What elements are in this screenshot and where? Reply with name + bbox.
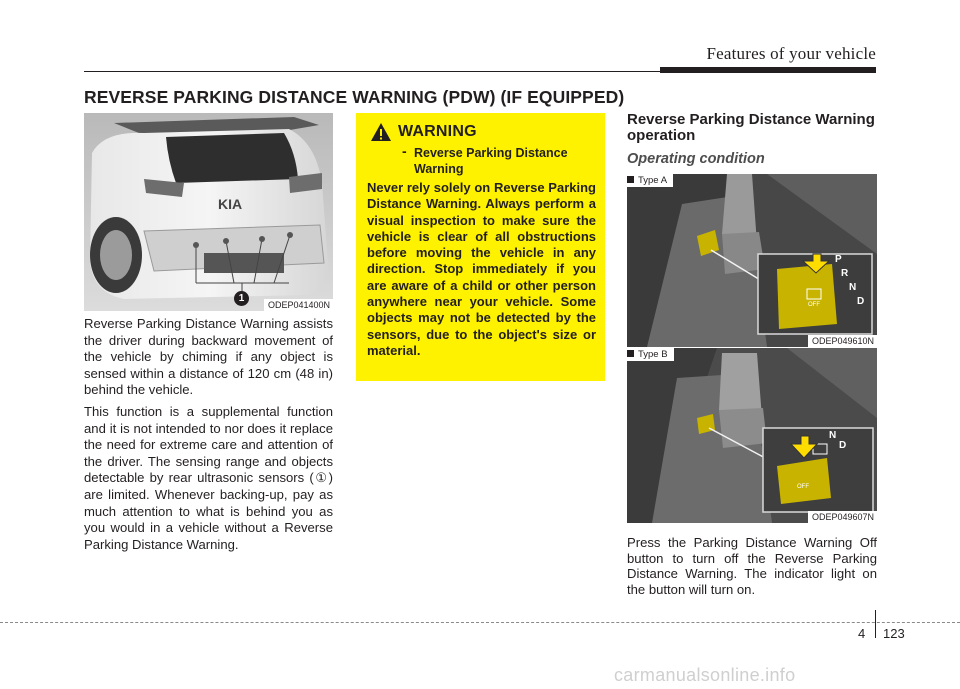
warning-box bbox=[356, 113, 605, 381]
figure-a-code: ODEP049610N bbox=[808, 335, 877, 347]
warning-bullet: - bbox=[402, 143, 407, 159]
square-bullet-icon bbox=[627, 350, 634, 357]
gear-letter-n-b: N bbox=[829, 430, 837, 441]
type-a-label bbox=[627, 174, 673, 187]
gear-shift-illustration-b bbox=[627, 348, 877, 523]
type-a-figure bbox=[627, 174, 877, 347]
gear-letter-p: P bbox=[835, 254, 842, 265]
watermark: carmanualsonline.info bbox=[614, 665, 796, 685]
type-a-label-text: Type A bbox=[638, 175, 668, 186]
intro-paragraph: Reverse Parking Distance Warning assists the driver during backward movement of the vehicle by chiming if any object is sensed within a distance of 120 cm (48 in) behind the vehicle. bbox=[84, 316, 333, 398]
pdw-off-button-label: OFF bbox=[808, 302, 820, 308]
type-b-label bbox=[627, 348, 674, 361]
page-chapter-number: 4 bbox=[858, 626, 866, 641]
warning-subtitle: Reverse Parking Distance Warning bbox=[414, 146, 568, 176]
header-rule-bar bbox=[660, 67, 876, 73]
section-title: REVERSE PARKING DISTANCE WARNING (PDW) (IF EQUIPPED) bbox=[84, 87, 625, 107]
car-rear-figure bbox=[84, 113, 333, 311]
gear-letter-n: N bbox=[849, 282, 857, 293]
operation-heading: Reverse Parking Distance Warning operation bbox=[627, 111, 875, 144]
chapter-header: Features of your vehicle bbox=[706, 44, 876, 63]
figure-code: ODEP041400N bbox=[264, 299, 333, 311]
operating-condition-subheading: Operating condition bbox=[627, 151, 765, 167]
supplemental-paragraph: This function is a supplemental function and it is not intended to nor does it replace the need for extreme care and attention of the driver. The sensing range and objects detectable by rear ultrasonic sensors (①) are limited. Whenever backing-up, pay as much attention to what is behind you as you would in a vehicle without a Reverse Parking Distance Warning. bbox=[84, 404, 333, 552]
gear-letter-d-b: D bbox=[839, 440, 847, 451]
warning-body: Never rely solely on Reverse Parking Distance Warning. Always perform a visual inspection to make sure the vehicle is clear of all obstructions before moving the vehicle in any direction. Stop immediately if you are aware of a child or other person anywhere near your vehicle. Some objects may not be detected by the sensors, due to the object's size or material. bbox=[367, 180, 596, 358]
warning-triangle-icon bbox=[370, 122, 392, 142]
page-number: 123 bbox=[883, 626, 905, 641]
square-bullet-icon bbox=[627, 176, 634, 183]
off-button-paragraph: Press the Parking Distance Warning Off button to turn off the Reverse Parking Distance Warning. The indicator light on the button will turn on. bbox=[627, 535, 877, 597]
sensor-callout-number: 1 bbox=[234, 291, 249, 306]
warning-title: WARNING bbox=[398, 123, 477, 140]
type-b-figure bbox=[627, 348, 877, 523]
figure-b-code: ODEP049607N bbox=[808, 511, 877, 523]
footer-rule bbox=[0, 622, 960, 623]
car-rear-illustration bbox=[84, 113, 333, 311]
gear-letter-r: R bbox=[841, 268, 849, 279]
footer-divider bbox=[875, 610, 876, 638]
gear-letter-d: D bbox=[857, 296, 865, 307]
pdw-off-button-label-b: OFF bbox=[797, 484, 809, 490]
svg-text:KIA: KIA bbox=[218, 196, 243, 212]
type-b-label-text: Type B bbox=[638, 349, 668, 360]
